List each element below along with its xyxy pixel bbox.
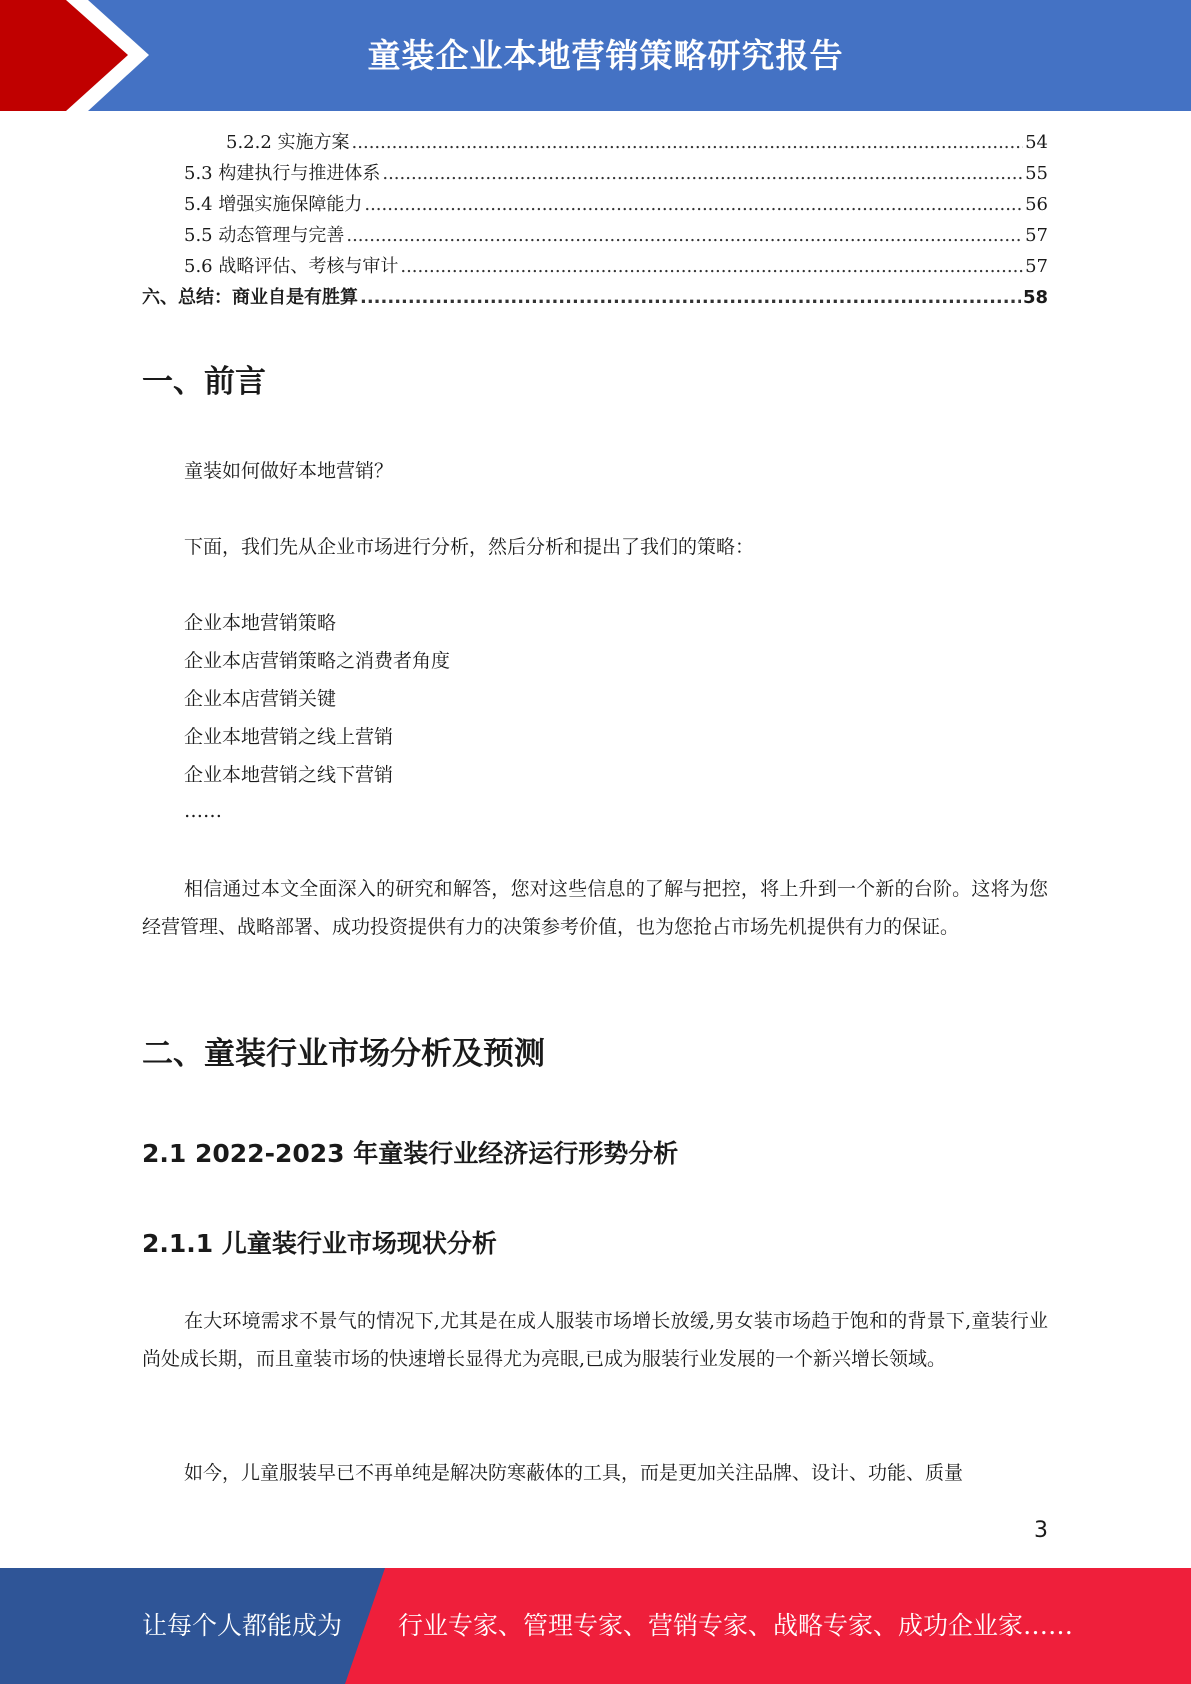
list-item: 企业本店营销策略之消费者角度 <box>184 650 451 672</box>
list-item: 企业本地营销策略 <box>184 612 337 634</box>
subsubsection-heading: 2.1.1 儿童装行业市场现状分析 <box>142 1229 497 1258</box>
toc-entry[interactable] <box>142 190 1048 221</box>
list-item: 企业本店营销关键 <box>184 688 337 710</box>
toc-entry-label: 5.2.2 实施方案 <box>226 132 350 153</box>
toc-leader-dots <box>346 225 1023 246</box>
preface-intro: 下面，我们先从企业市场进行分析，然后分析和提出了我们的策略： <box>184 536 755 558</box>
list-item: 企业本地营销之线上营销 <box>184 726 394 748</box>
toc-leader-dots <box>360 287 1021 308</box>
toc-entry-page: 57 <box>1025 256 1048 277</box>
toc-leader-dots <box>352 132 1024 153</box>
header-banner <box>0 0 1191 111</box>
document-title: 童装企业本地营销策略研究报告 <box>367 36 844 75</box>
analysis-paragraph: 在大环境需求不景气的情况下,尤其是在成人服装市场增长放缓,男女装市场趋于饱和的背景下,童装行业尚处成长期，而且童装市场的快速增长显得尤为亮眼,已成为服装行业发展的一个新兴增长领域。 <box>142 1310 1048 1370</box>
list-item: 企业本地营销之线下营销 <box>184 764 394 786</box>
footer-slogan-right: 行业专家、管理专家、营销专家、战略专家、成功企业家…… <box>398 1611 1074 1640</box>
toc-entry-label: 5.6 战略评估、考核与审计 <box>184 256 399 277</box>
toc-entry[interactable] <box>142 221 1048 252</box>
toc-entry-label: 5.3 构建执行与推进体系 <box>184 163 381 184</box>
toc-entry-label: 六、总结：商业自是有胜算 <box>142 287 358 308</box>
toc-entry[interactable] <box>142 252 1048 283</box>
section-heading-preface: 一、前言 <box>142 364 266 400</box>
strategy-list <box>184 604 450 828</box>
toc-entry-page: 54 <box>1025 132 1048 153</box>
table-of-contents <box>142 128 1048 314</box>
toc-leader-dots <box>382 163 1023 184</box>
footer-slogan-left: 让每个人都能成为 <box>142 1611 343 1640</box>
toc-leader-dots <box>400 256 1023 277</box>
footer-banner <box>0 1568 1191 1684</box>
toc-leader-dots <box>364 194 1023 215</box>
toc-entry-page: 56 <box>1025 194 1048 215</box>
toc-entry-chapter[interactable] <box>142 283 1048 314</box>
section-heading-analysis: 二、童装行业市场分析及预测 <box>142 1036 545 1072</box>
list-item: …… <box>184 800 222 822</box>
preface-closing: 相信通过本文全面深入的研究和解答，您对这些信息的了解与把控，将上升到一个新的台阶。这将为您经营管理、战略部署、成功投资提供有力的决策参考价值，也为您抢占市场先机提供有力的保证。 <box>142 878 1048 938</box>
toc-entry-label: 5.4 增强实施保障能力 <box>184 194 363 215</box>
toc-entry-page: 58 <box>1022 287 1048 308</box>
toc-entry-page: 55 <box>1025 163 1048 184</box>
toc-entry[interactable] <box>142 128 1048 159</box>
analysis-paragraph: 如今，儿童服装早已不再单纯是解决防寒蔽体的工具，而是更加关注品牌、设计、功能、质量 <box>184 1462 964 1484</box>
toc-entry-page: 57 <box>1025 225 1048 246</box>
subsection-heading: 2.1 2022-2023 年童装行业经济运行形势分析 <box>142 1139 679 1168</box>
page-number: 3 <box>1034 1518 1048 1543</box>
toc-entry[interactable] <box>142 159 1048 190</box>
preface-question: 童装如何做好本地营销？ <box>184 460 394 482</box>
toc-entry-label: 5.5 动态管理与完善 <box>184 225 345 246</box>
